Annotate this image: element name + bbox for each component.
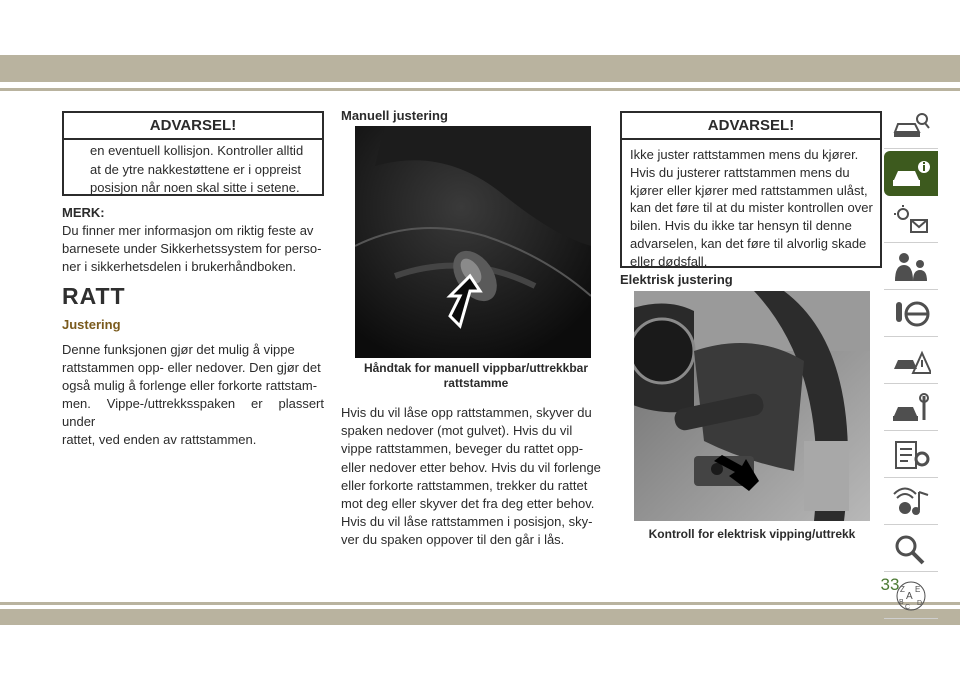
svg-text:D: D — [917, 600, 923, 607]
tab-car-info[interactable] — [884, 151, 938, 196]
specifications-icon — [891, 439, 931, 471]
note-merk: MERK: Du finner mer informasjon om riktig feste av barnesete under Sikkerhetssystem for perso- ner i sikkerhetsdelen i brukerhåndboken. — [62, 205, 322, 274]
footer-rule — [0, 602, 960, 605]
manual-caption: Håndtak for manuell vippbar/uttrekkbar rattstamme — [363, 361, 589, 390]
car-search-icon — [891, 110, 931, 142]
electric-control-illustration — [634, 291, 870, 521]
tab-warning-lights[interactable] — [884, 198, 938, 243]
warning-text: en eventuell kollisjon. Kontroller alltid at de ytre nakkestøttene er i oppreist posisjon når noen skal sitte i setene. — [90, 143, 304, 195]
warning-title: ADVARSEL! — [622, 113, 880, 140]
manual-heading: Manuell justering — [341, 108, 448, 123]
search-icon — [891, 533, 931, 565]
chapter-tabs — [884, 104, 942, 621]
section-title: RATT — [62, 283, 126, 309]
manual-lever-illustration — [355, 126, 591, 358]
tab-specifications[interactable] — [884, 433, 938, 478]
footer-band — [0, 609, 960, 625]
tab-service[interactable] — [884, 386, 938, 431]
warning-text: Ikke juster rattstammen mens du kjører. Hvis du justerer rattstammen mens du kjører eller kjører med rattstammen ulåst, kan det føre til at du mister kontrollen over bilen. Hvis du ikke tar hensyn til denne advarselen, kan det føre til alvorlig skade eller dødsfall. — [630, 147, 873, 269]
page-number: 33 — [880, 575, 900, 594]
tab-multimedia[interactable] — [884, 480, 938, 525]
manual-lever-photo — [355, 126, 591, 358]
tab-search[interactable] — [884, 527, 938, 572]
electric-caption: Kontroll for elektrisk vipping/uttrekk — [648, 527, 856, 541]
tab-emergency[interactable] — [884, 339, 938, 384]
svg-text:Z: Z — [900, 585, 905, 594]
start-operation-icon — [891, 298, 931, 330]
svg-text:B: B — [899, 599, 904, 606]
service-icon — [891, 392, 931, 424]
warning-title: ADVARSEL! — [64, 113, 322, 140]
subsection-title: Justering — [62, 317, 121, 332]
svg-text:A: A — [906, 591, 913, 602]
manual-paragraph: Hvis du vil låse opp rattstammen, skyver du spaken nedover (mot gulvet). Hvis du vil vippe rattstammen, beveger du rattet opp- eller nedover etter behov. Hvis du vil forlenge eller forkorte rattstammen, trekker du rattet mot deg eller skyver det fra deg etter behov. Hvis du vil låse rattstammen i posisjon, sky- ver du spaken oppover til den går i lås. — [341, 405, 601, 548]
electric-control-photo — [634, 291, 870, 521]
svg-text:E: E — [915, 585, 921, 594]
car-info-icon — [891, 158, 931, 190]
header-band — [0, 55, 960, 82]
tab-car-search[interactable] — [884, 104, 938, 149]
warning-box-left — [62, 111, 324, 196]
tab-people-safety[interactable] — [884, 245, 938, 290]
warning-lights-icon — [891, 204, 931, 236]
electric-heading: Elektrisk justering — [620, 272, 733, 287]
header-rule — [0, 88, 960, 91]
tab-start-operation[interactable] — [884, 292, 938, 337]
svg-text:C: C — [905, 604, 911, 611]
people-safety-icon — [891, 251, 931, 283]
emergency-icon — [891, 345, 931, 377]
warning-box-right — [620, 111, 882, 268]
intro-paragraph: Denne funksjonen gjør det mulig å vippe rattstammen opp- eller nedover. Den gjør det også mulig å forlenge eller forkorte rattstam- men. Vippe-/uttrekksspaken er plassert under rattet, ved enden av rattstammen. — [62, 342, 324, 447]
multimedia-icon — [891, 486, 931, 518]
